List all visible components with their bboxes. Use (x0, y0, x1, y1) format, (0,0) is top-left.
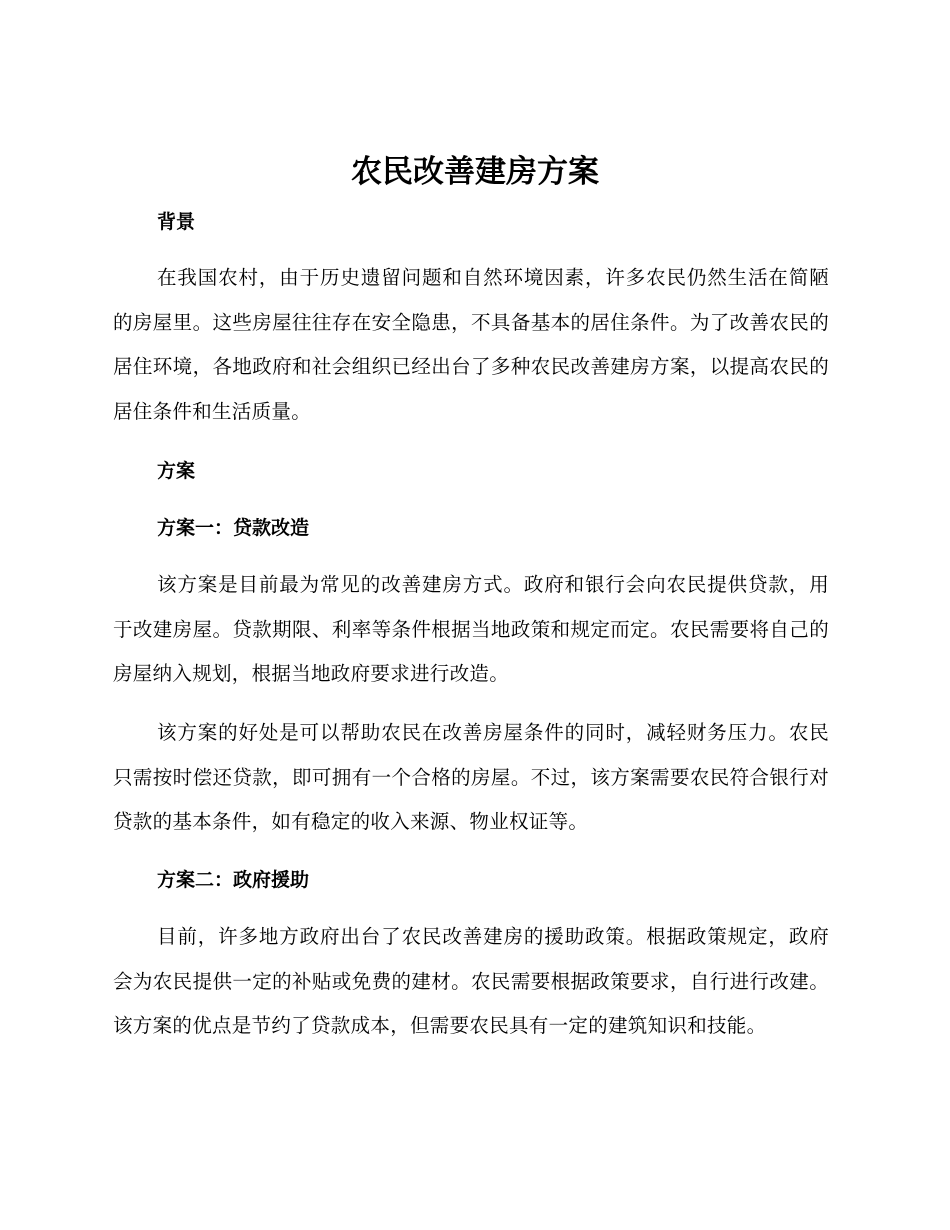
document-title: 农民改善建房方案 (351, 154, 599, 190)
paragraph-background: 在我国农村，由于历史遗留问题和自然环境因素，许多农民仍然生活在简陋的房屋里。这些房屋往往存在安全隐患，不具备基本的居住条件。为了改善农民的居住环境，各地政府和社会组织已经出台了多种农民改善建房方案，以提高农民的居住条件和生活质量。 (113, 266, 829, 423)
paragraph-plan-one-1: 该方案是目前最为常见的改善建房方式。政府和银行会向农民提供贷款，用于改建房屋。贷款期限、利率等条件根据当地政策和规定而定。农民需要将自己的房屋纳入规划，根据当地政府要求进行改造。 (113, 573, 829, 685)
section-heading-background: 背景 (157, 211, 196, 233)
section-heading-plans: 方案 (157, 460, 196, 482)
section-heading-plan-two: 方案二：政府援助 (157, 869, 310, 891)
paragraph-plan-one-2: 该方案的好处是可以帮助农民在改善房屋条件的同时，减轻财务压力。农民只需按时偿还贷款，即可拥有一个合格的房屋。不过，该方案需要农民符合银行对贷款的基本条件，如有稳定的收入来源、物业权证等。 (113, 721, 829, 833)
paragraph-plan-two-1: 目前，许多地方政府出台了农民改善建房的援助政策。根据政策规定，政府会为农民提供一定的补贴或免费的建材。农民需要根据政策要求，自行进行改建。该方案的优点是节约了贷款成本，但需要农民具有一定的建筑知识和技能。 (113, 925, 829, 1037)
section-heading-plan-one: 方案一：贷款改造 (157, 517, 310, 539)
